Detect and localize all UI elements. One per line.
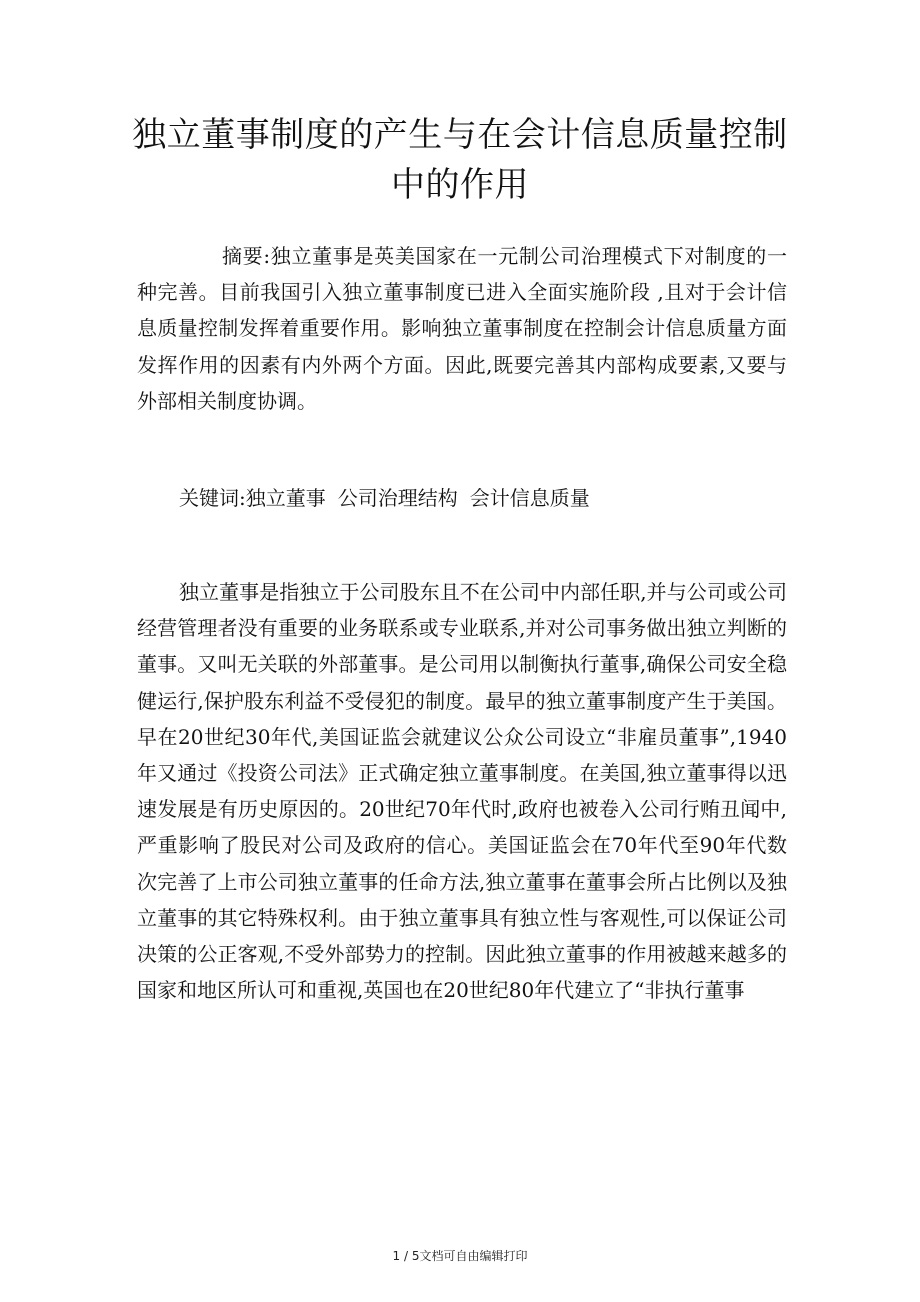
keywords-line [137,480,787,516]
page-footer: 1 / 5文档可自由编辑打印 [392,1249,528,1263]
keyword-item: 会计信息质量 [469,486,590,510]
keyword-item: 独立董事 [245,486,326,510]
keywords-label: 关键词: [179,486,246,510]
body-paragraph: 独立董事是指独立于公司股东且不在公司中内部任职,并与公司或公司经营管理者没有重要的业务联系或专业联系,并对公司事务做出独立判断的董事。又叫无关联的外部董事。是公司用以制衡执行董事,确保公司安全稳健运行,保护股东利益不受侵犯的制度。最早的独立董事制度产生于美国。早在20世纪30年代,美国证监会就建议公众公司设立“非雇员董事”,1940年又通过《投资公司法》正式确定独立董事制度。在美国,独立董事得以迅速发展是有历史原因的。20世纪70年代时,政府也被卷入公司行贿丑闻中,严重影响了股民对公司及政府的信心。美国证监会在70年代至90年代数次完善了上市公司独立董事的任命方法,独立董事在董事会所占比例以及独立董事的其它特殊权利。由于独立董事具有独立性与客观性,可以保证公司决策的公正客观,不受外部势力的控制。因此独立董事的作用被越来越多的国家和地区所认可和重视,英国也在20世纪80年代建立了“非执行董事 [137,580,787,1003]
abstract-paragraph: 摘要:独立董事是英美国家在一元制公司治理模式下对制度的一种完善。目前我国引入独立董事制度已进入全面实施阶段 ,且对于会计信息质量控制发挥着重要作用。影响独立董事制度在控制会计信息质量方面发挥作用的因素有内外两个方面。因此,既要完善其内部构成要素,又要与外部相关制度协调。 [137,244,787,413]
document-title: 独立董事制度的产生与在会计信息质量控制中的作用 [132,115,788,205]
keyword-item: 公司治理结构 [337,486,458,510]
